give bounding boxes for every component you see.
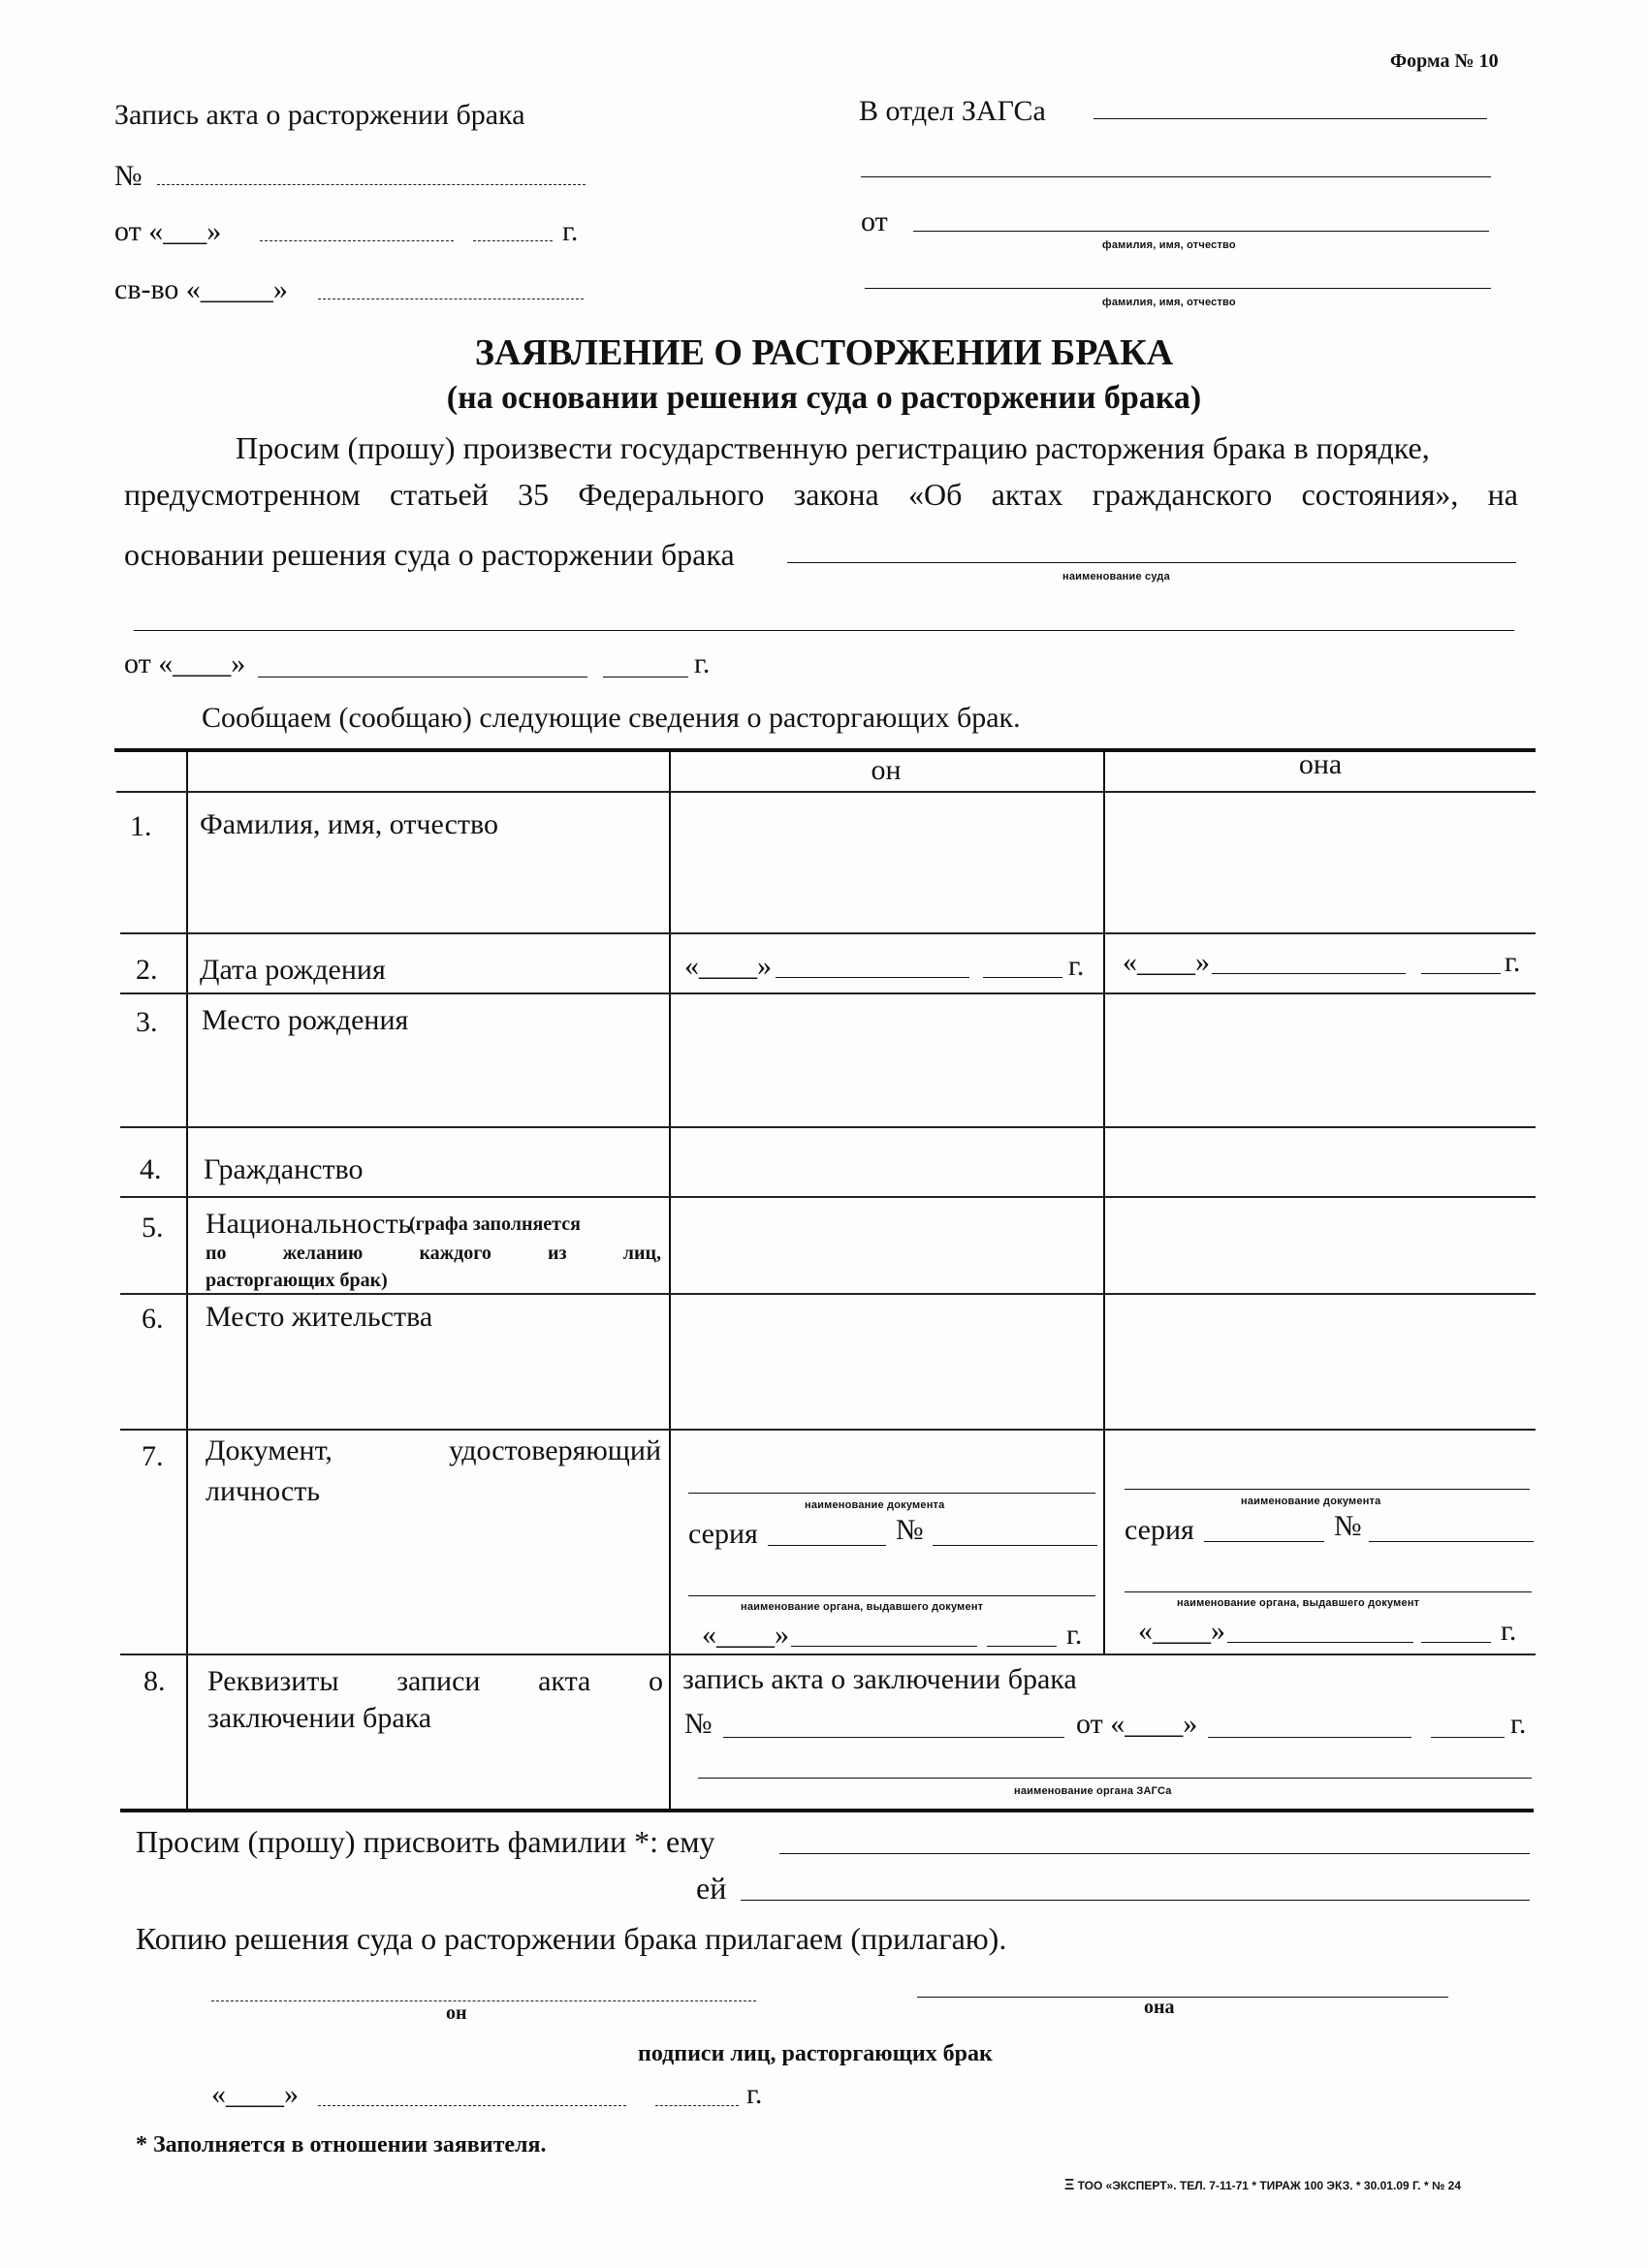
row-1-line [120,932,1536,934]
row-7-line [120,1654,1536,1655]
act-number-field[interactable] [157,184,586,185]
signature-date-g: г. [746,2078,763,2110]
report-line: Сообщаем (сообщаю) следующие сведения о расторгающих брак. [202,702,1021,734]
row-1-num: 1. [130,810,152,842]
act-number-label: № [114,160,143,192]
row-7-label-a: Документ, удостоверяющий [206,1434,661,1466]
marriage-zags-hint: наименование органа ЗАГСа [1014,1785,1172,1797]
she-issue-date-open: «____» [1138,1615,1225,1647]
row-5-label: Национальность [206,1208,412,1240]
he-issue-date-open: «____» [702,1619,789,1651]
row-5-note-a: (графа заполняется [409,1213,581,1235]
zags-office-label: В отдел ЗАГСа [859,95,1046,127]
row-4-num: 4. [140,1153,162,1185]
court-name-field-2[interactable] [134,630,1514,631]
marriage-number-label: № [684,1708,713,1740]
table-col-divider-3 [1103,752,1105,1654]
signature-date-year[interactable] [655,2105,739,2106]
she-document-hint: наименование документа [1241,1496,1381,1507]
row-8-label-a: Реквизиты записи акта о [207,1665,663,1697]
applicant-1-field[interactable] [913,231,1489,232]
printer-info [1064,2177,1461,2194]
he-doc-number-field[interactable] [933,1545,1097,1546]
row-5-note-b: по желанию каждого из лиц, [206,1243,661,1264]
he-issue-date-year[interactable] [987,1646,1057,1647]
row-7-num: 7. [142,1440,164,1472]
act-record-label: Запись акта о расторжении брака [114,99,525,131]
signature-she-label: она [1144,1997,1175,2018]
marriage-record-label: запись акта о заключении брака [682,1663,1077,1695]
fio-hint-1: фамилия, имя, отчество [1102,239,1236,251]
he-number-label: № [896,1514,924,1546]
he-birth-date-g: г. [1068,950,1085,982]
row-8-label-b: заключении брака [207,1702,432,1734]
she-issuer-hint: наименование органа, выдавшего документ [1177,1597,1420,1609]
she-birth-date-g: г. [1505,946,1521,978]
table-header-line [116,791,1536,793]
row-3-num: 3. [136,1006,158,1038]
court-date-label: от «____» [124,647,246,679]
table-col-divider-2 [669,752,671,1811]
printer-logo-icon: Ξ [1064,2177,1075,2193]
she-issue-date-g: г. [1501,1615,1517,1647]
she-issuer-field[interactable] [1125,1591,1532,1592]
surname-her-label: ей [696,1871,727,1906]
he-issuer-field[interactable] [688,1595,1095,1596]
he-issuer-hint: наименование органа, выдавшего документ [741,1601,984,1613]
row-2-num: 2. [136,954,158,986]
marriage-number-field[interactable] [723,1737,1064,1738]
surname-her-field[interactable] [741,1900,1530,1901]
table-col-divider-1 [186,752,188,1811]
signature-he-label: он [446,2002,467,2024]
she-birth-date-year[interactable] [1421,973,1501,974]
row-4-line [120,1196,1536,1198]
she-issue-date-year[interactable] [1421,1642,1491,1643]
intro-line-3: основании решения суда о расторжении брака [124,537,735,572]
certificate-label: св-во «_____» [114,273,288,305]
she-issue-date-month[interactable] [1227,1642,1413,1643]
surname-him-field[interactable] [779,1853,1530,1854]
copy-note: Копию решения суда о расторжении брака прилагаем (прилагаю). [136,1921,1007,1956]
he-series-label: серия [688,1518,758,1550]
row-2-label: Дата рождения [200,954,386,986]
form-title: ЗАЯВЛЕНИЕ О РАСТОРЖЕНИИ БРАКА [474,332,1174,373]
marriage-zags-field[interactable] [698,1778,1532,1779]
signature-he-field[interactable] [211,2000,756,2001]
marriage-date-g: г. [1510,1708,1527,1740]
she-series-label: серия [1125,1514,1194,1546]
marriage-date-open: от «____» [1076,1708,1198,1740]
row-6-num: 6. [142,1303,164,1335]
printer-text: ТОО «ЭКСПЕРТ». ТЕЛ. 7-11-71 * ТИРАЖ 100 ЭКЗ. * 30.01.09 Г. * № 24 [1077,2179,1462,2192]
he-series-field[interactable] [768,1545,886,1546]
row-5-line [120,1293,1536,1295]
from-label: от [861,205,888,237]
act-date-year-label: г. [562,215,579,247]
she-series-field[interactable] [1204,1541,1324,1542]
he-birth-date-open: «____» [684,950,772,982]
row-6-line [120,1429,1536,1431]
act-date-month-field[interactable] [260,240,454,241]
footnote: * Заполняется в отношении заявителя. [136,2132,547,2158]
she-document-name-field[interactable] [1125,1489,1530,1490]
row-5-note-c: расторгающих брак) [206,1270,388,1291]
column-he: он [871,754,902,786]
she-birth-date-open: «____» [1123,946,1210,978]
court-date-year-label: г. [694,647,711,679]
row-7-label-b: личность [206,1475,321,1507]
court-name-field[interactable] [787,562,1516,563]
court-name-hint: наименование суда [1062,571,1170,583]
he-document-hint: наименование документа [805,1499,945,1511]
act-date-label: от «___» [114,215,222,247]
row-3-line [120,1126,1536,1128]
column-she: она [1298,748,1343,780]
zags-office-field-2[interactable] [861,176,1491,177]
row-5-num: 5. [142,1212,164,1244]
row-3-label: Место рождения [202,1004,409,1036]
intro-line-2: предусмотренном статьей 35 Федерального закона «Об актах гражданского состояния», на [124,477,1518,512]
he-document-name-field[interactable] [688,1493,1095,1494]
form-number: Форма № 10 [1390,50,1499,72]
marriage-date-year[interactable] [1431,1737,1505,1738]
row-2-line [120,992,1536,994]
she-number-label: № [1334,1510,1362,1542]
applicant-2-field[interactable] [865,288,1491,289]
he-issue-date-month[interactable] [791,1646,977,1647]
he-birth-date-year[interactable] [983,977,1062,978]
he-birth-date-month[interactable] [776,977,969,978]
signature-date-open: «____» [211,2078,299,2110]
table-bottom-border [120,1809,1534,1812]
he-issue-date-g: г. [1066,1619,1083,1651]
marriage-date-month[interactable] [1208,1737,1411,1738]
act-date-year-field[interactable] [473,240,553,241]
intro-line-1: Просим (прошу) произвести государственную регистрацию расторжения брака в порядке, [236,430,1430,465]
row-8-num: 8. [143,1665,166,1697]
row-6-label: Место жительства [206,1301,433,1333]
signature-date-month[interactable] [318,2105,626,2106]
fio-hint-2: фамилия, имя, отчество [1102,297,1236,308]
she-birth-date-month[interactable] [1212,973,1406,974]
row-1-label: Фамилия, имя, отчество [200,808,498,840]
row-4-label: Гражданство [204,1153,364,1185]
form-subtitle: (на основании решения суда о расторжении брака) [446,380,1202,416]
surname-request: Просим (прошу) присвоить фамилии *: ему [136,1824,715,1859]
signatures-caption: подписи лиц, расторгающих брак [638,2041,993,2066]
she-doc-number-field[interactable] [1369,1541,1534,1542]
signature-she-field[interactable] [917,1997,1448,1998]
zags-office-field[interactable] [1093,118,1487,119]
